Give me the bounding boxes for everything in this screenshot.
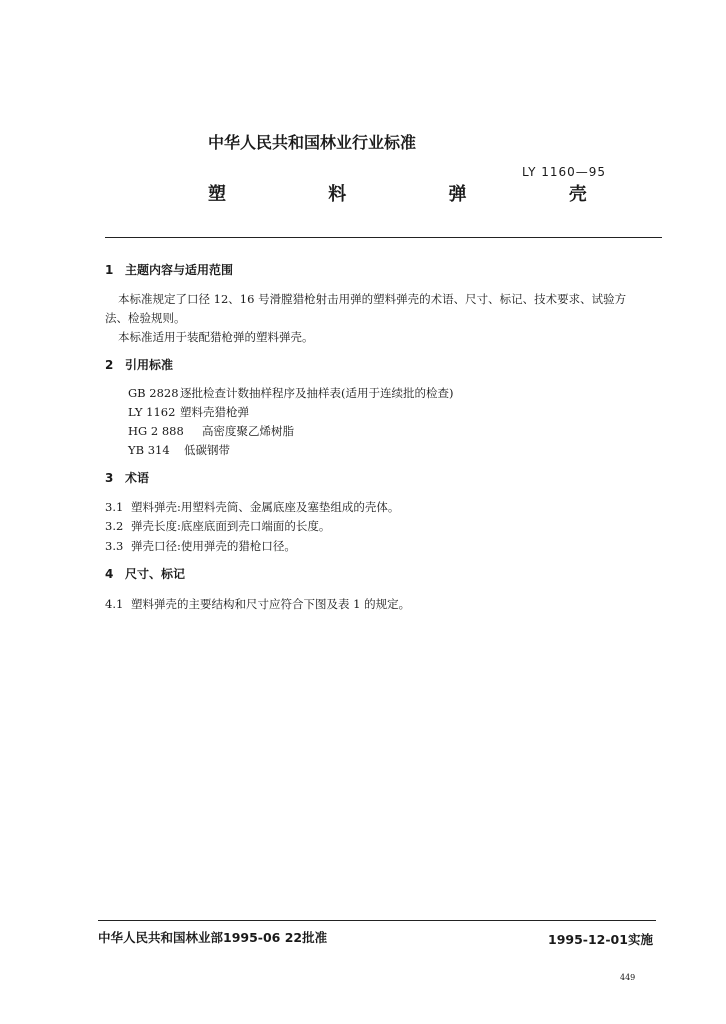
approval-date: 中华人民共和国林业部1995-06 22批准	[98, 930, 328, 945]
section-title: 术语	[125, 471, 150, 485]
paragraph-line: 本标准规定了口径 12、16 号滑膛猎枪射击用弹的塑料弹壳的术语、尺寸、标记、技术要求、试验方	[118, 292, 627, 306]
section-2-heading	[105, 358, 173, 372]
reference-item	[128, 405, 249, 419]
reference-name: 低碳钢带	[184, 443, 230, 457]
term-item	[105, 539, 296, 553]
paragraph-line: 本标准适用于装配猎枪弹的塑料弹壳。	[118, 330, 314, 344]
issuing-organization: 中华人民共和国林业行业标准	[208, 133, 417, 152]
reference-name: 塑料壳猎枪弹	[180, 405, 249, 419]
page-number: 449	[620, 973, 636, 982]
section-number: 4	[105, 567, 114, 581]
document-title: 塑 料 弹 壳	[208, 184, 635, 205]
reference-item	[128, 386, 453, 400]
clause-number: 3.3	[105, 539, 124, 553]
section-4-heading	[105, 567, 185, 581]
reference-code: HG 2 888	[128, 424, 184, 438]
section-number: 2	[105, 358, 114, 372]
footer-divider	[98, 920, 656, 921]
section-1-heading	[105, 263, 233, 277]
clause-number: 4.1	[105, 597, 124, 611]
section-title: 主题内容与适用范围	[125, 263, 234, 277]
clause-text: 弹壳口径:使用弹壳的猎枪口径。	[131, 539, 296, 553]
section-number: 1	[105, 263, 114, 277]
clause-number: 3.1	[105, 500, 124, 514]
reference-code: GB 2828	[128, 386, 179, 400]
section-title: 引用标准	[125, 358, 174, 372]
clause-text: 弹壳长度:底座底面到壳口端面的长度。	[131, 519, 331, 533]
term-item	[105, 519, 330, 533]
reference-code: LY 1162	[128, 405, 176, 419]
reference-name: 逐批检查计数抽样程序及抽样表(适用于连续批的检查)	[180, 386, 454, 400]
section-3-heading	[105, 471, 149, 485]
section-title: 尺寸、标记	[125, 567, 186, 581]
standard-code: LY 1160—95	[522, 165, 607, 179]
section-number: 3	[105, 471, 114, 485]
reference-item	[128, 443, 230, 457]
effective-date: 1995-12-01实施	[548, 932, 653, 947]
reference-name: 高密度聚乙烯树脂	[202, 424, 294, 438]
header-divider	[105, 237, 662, 238]
term-item	[105, 500, 399, 514]
clause-text: 塑料弹壳:用塑料壳筒、金属底座及塞垫组成的壳体。	[131, 500, 400, 514]
reference-code: YB 314	[128, 443, 170, 457]
paragraph-line: 法、检验规则。	[105, 311, 186, 325]
clause-item	[105, 597, 410, 611]
reference-item	[128, 424, 294, 438]
clause-number: 3.2	[105, 519, 124, 533]
clause-text: 塑料弹壳的主要结构和尺寸应符合下图及表 1 的规定。	[131, 597, 411, 611]
